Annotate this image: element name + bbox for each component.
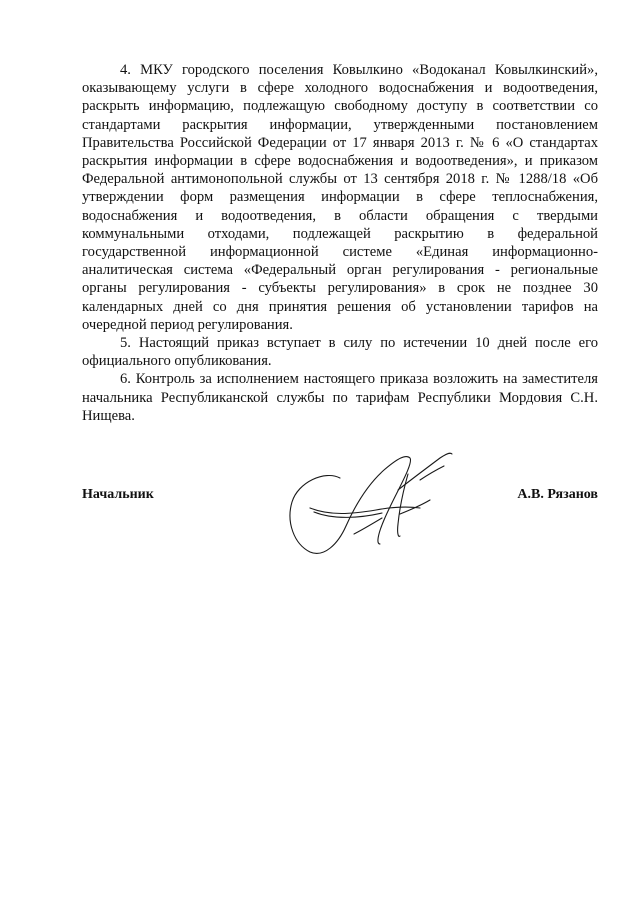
signatory-title: Начальник xyxy=(82,487,154,502)
signature-row xyxy=(82,487,598,507)
signatory-name: А.В. Рязанов xyxy=(517,487,598,502)
paragraph-6: 6. Контроль за исполнением настоящего приказа возложить на заместителя начальника Республиканской службы по тарифам Республики Мордовия С.Н. Нищева. xyxy=(82,371,598,424)
paragraph-4: 4. МКУ городского поселения Ковылкино «Водоканал Ковылкинский», оказывающему услуги в сфере холодного водоснабжения и водоотведения, раскрыть информацию, подлежащую свободному доступу в соответствии со стандартами раскрытия информации, утвержденными постановлением Правительства Российской Федерации от 17 января 2013 г. № 6 «О стандартах раскрытия информации в сфере водоснабжения и водоотведения», и приказом Федеральной антимонопольной службы от 13 сентября 2018 г. № 1288/18 «Об утверждении форм размещения информации в сфере теплоснабжения, водоснабжения и водоотведения, в области обращения с твердыми коммунальными отходами, подлежащей раскрытию в федеральной государственной информационной системе «Единая информационно-аналитическая система «Федеральный орган регулирования - региональные органы регулирования - субъекты регулирования» в срок не позднее 30 календарных дней со дня принятия решения об установлении тарифов на очередной период регулирования. xyxy=(82,62,598,333)
paragraph-5: 5. Настоящий приказ вступает в силу по истечении 10 дней после его официального опубликования. xyxy=(82,335,598,370)
document-body xyxy=(82,61,598,425)
